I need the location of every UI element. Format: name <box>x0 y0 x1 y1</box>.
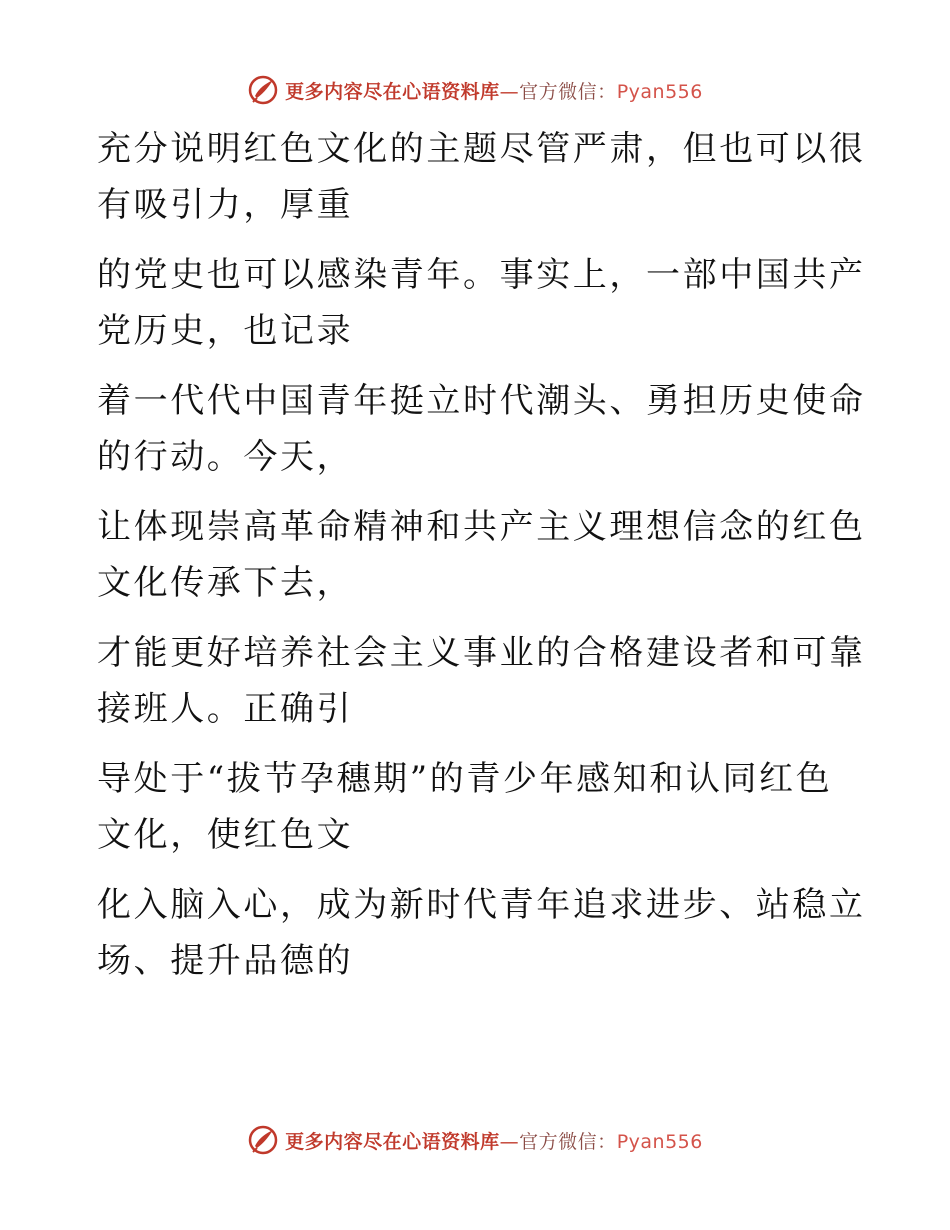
watermark-dash: — <box>499 80 520 103</box>
paragraph <box>97 759 837 855</box>
paragraph <box>97 255 866 351</box>
text-line: 充分说明红色文化的主题尽管严肃，但也可以很 <box>97 129 866 169</box>
text-line: 场、提升品德的 <box>97 941 354 981</box>
text-line: 文化，使红色文 <box>97 815 354 855</box>
text-line: 有吸引力，厚重 <box>97 185 354 225</box>
watermark-main-text: 更多内容尽在心语资料库 <box>285 80 500 103</box>
quill-pen-logo-icon <box>247 74 279 106</box>
watermark-dash: — <box>499 1130 520 1153</box>
text-line: 化入脑入心，成为新时代青年追求进步、站稳立 <box>97 885 866 925</box>
watermark-account: Pyan556 <box>616 80 703 103</box>
paragraph <box>97 381 866 477</box>
text-line: 党历史，也记录 <box>97 311 354 351</box>
footer-watermark <box>0 1120 950 1160</box>
paragraph <box>97 633 866 729</box>
watermark-group <box>247 74 703 106</box>
watermark-account: Pyan556 <box>616 1130 703 1153</box>
watermark-label: 官方微信： <box>519 1130 617 1153</box>
document-body <box>97 122 866 981</box>
header-watermark <box>0 70 950 110</box>
watermark-main-text: 更多内容尽在心语资料库 <box>285 1130 500 1153</box>
watermark-label: 官方微信： <box>519 80 617 103</box>
quill-pen-logo-icon <box>247 1124 279 1156</box>
text-line: 的党史也可以感染青年。事实上，一部中国共产 <box>97 255 866 295</box>
text-line: 着一代代中国青年挺立时代潮头、勇担历史使命 <box>97 381 866 421</box>
text-line: 接班人。正确引 <box>97 689 354 729</box>
paragraph <box>97 507 866 603</box>
text-line: 让体现崇高革命精神和共产主义理想信念的红色 <box>97 507 866 547</box>
text-line: 的行动。今天， <box>97 437 354 477</box>
text-line: 导处于“拔节孕穗期”的青少年感知和认同红色 <box>97 759 833 799</box>
text-line: 才能更好培养社会主义事业的合格建设者和可靠 <box>97 633 866 673</box>
paragraph <box>97 129 866 225</box>
watermark-group <box>247 1124 703 1156</box>
paragraph <box>97 885 866 981</box>
text-line: 文化传承下去， <box>97 563 354 603</box>
